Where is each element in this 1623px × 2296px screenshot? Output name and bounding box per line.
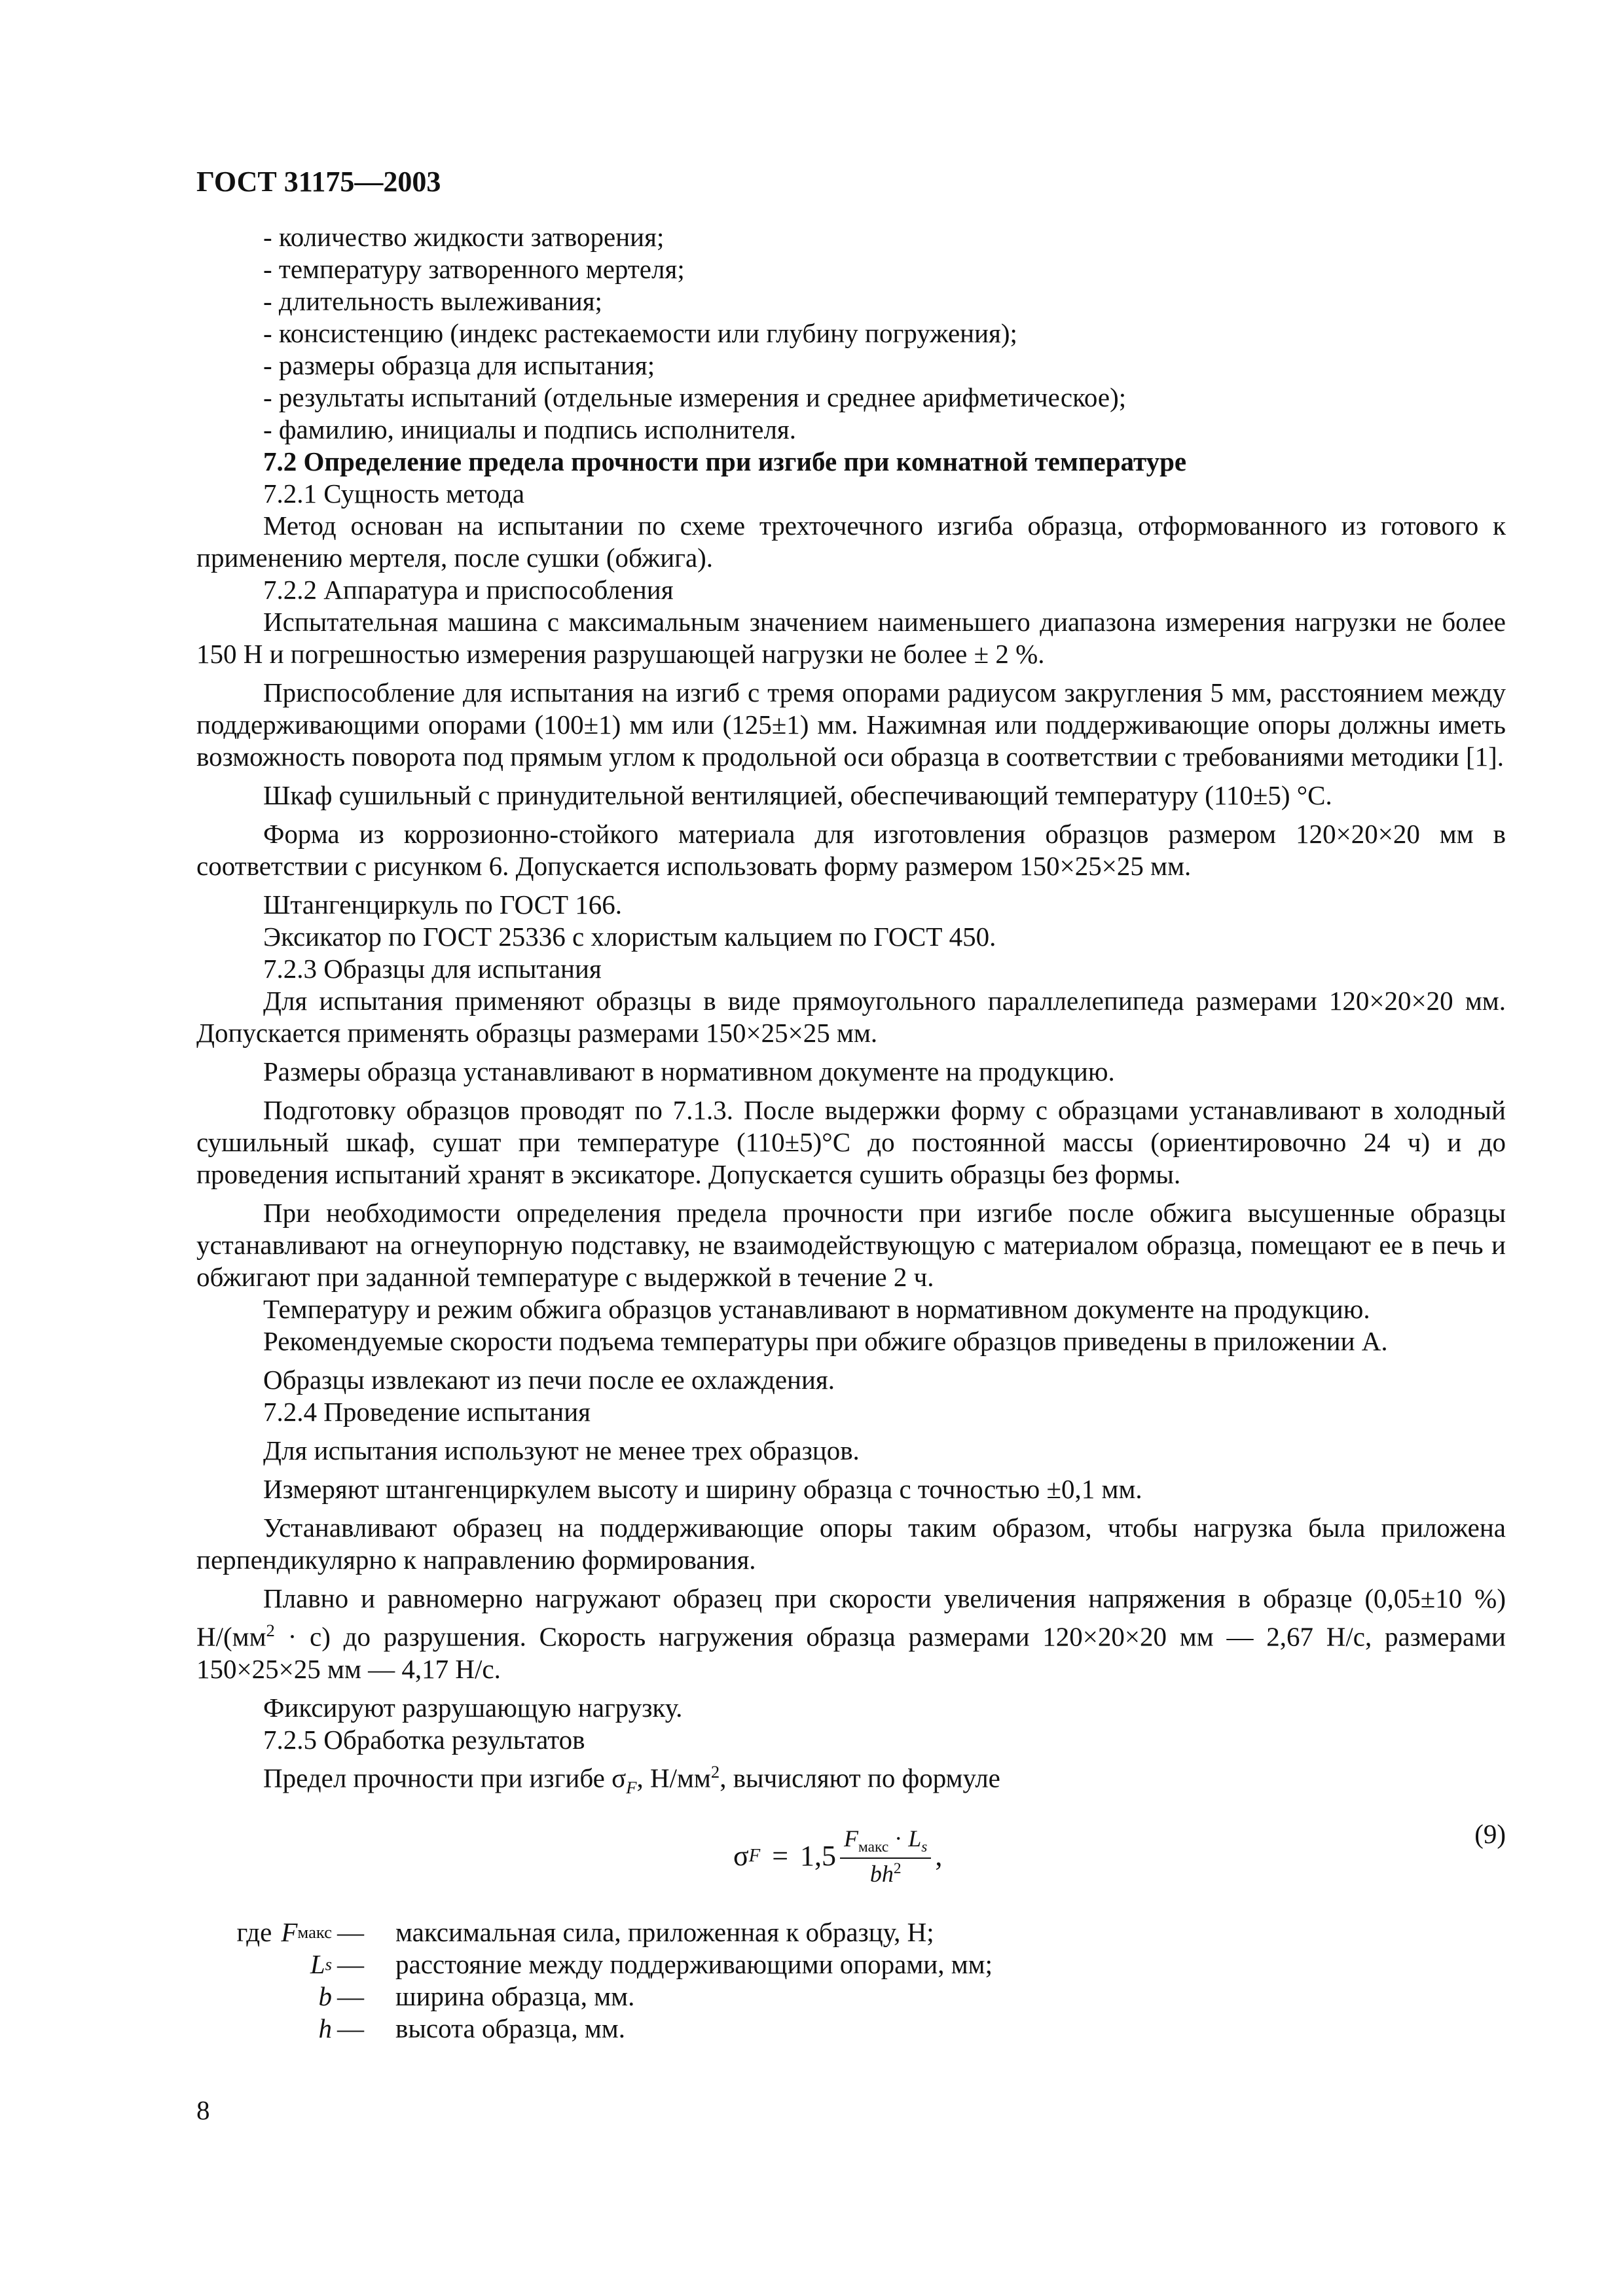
paragraph: Измеряют штангенциркулем высоту и ширину образца с точностью ±0,1 мм. (263, 1474, 1142, 1504)
formula-fraction (840, 1825, 931, 1888)
paragraph: Размеры образца устанавливают в нормативном документе на продукцию. (263, 1056, 1115, 1086)
list-item: - температуру затворенного мертеля; (263, 254, 685, 284)
paragraph: Эксикатор по ГОСТ 25336 с хлористым кальцием по ГОСТ 450. (263, 922, 996, 952)
formula-coefficient: 1,5 (800, 1840, 837, 1873)
subsection-title: 7.2.3 Образцы для испытания (263, 954, 602, 984)
formula-lhs: σ (733, 1840, 749, 1873)
definition-dash: — (337, 1948, 364, 1979)
paragraph: Метод основан на испытании по схеме трехточечного изгиба образца, отформованного из готового к применению мертеля, после сушки (обжига). (196, 511, 1506, 573)
definition-symbol: h (318, 2013, 332, 2043)
definition-text: максимальная сила, приложенная к образцу, Н; (395, 1916, 934, 1947)
definition-dash: — (337, 1981, 364, 2011)
subsection-title: 7.2.1 Сущность метода (263, 478, 525, 509)
denominator-sup: 2 (893, 1859, 902, 1877)
list-item: - консистенцию (индекс растекаемости или глубину погружения); (263, 318, 1017, 348)
list-item: - фамилию, инициалы и подпись исполнителя. (263, 414, 797, 444)
text-run: Плавно и равномерно нагружают образец при скорости увеличения напряжения в образце (0,05±10 %) Н/(мм (196, 1583, 1506, 1652)
paragraph: Для испытания применяют образцы в виде прямоугольного параллелепипеда размерами 120×20×20 мм. Допускается применять образцы размерами 150×25×25 мм. (196, 986, 1506, 1048)
paragraph: Для испытания используют не менее трех образцов. (263, 1435, 860, 1465)
paragraph: Фиксируют разрушающую нагрузку. (263, 1692, 683, 1723)
text-run: Предел прочности при изгибе σ (263, 1763, 627, 1793)
paragraph: Штангенциркуль по ГОСТ 166. (263, 889, 623, 920)
definition-symbol-sub: s (325, 1954, 332, 1974)
denominator-text: bh (869, 1860, 894, 1887)
formula-equals: = (772, 1840, 789, 1873)
superscript: 2 (710, 1761, 720, 1782)
paragraph: Образцы извлекают из печи после ее охлаждения. (263, 1365, 835, 1395)
subsection-title: 7.2.2 Аппаратура и приспособления (263, 575, 674, 605)
list-item: - размеры образца для испытания; (263, 350, 655, 380)
document-header: ГОСТ 31175—2003 (196, 166, 441, 198)
definition-text: расстояние между поддерживающими опорами, мм; (395, 1948, 993, 1979)
paragraph: Испытательная машина с максимальным значением наименьшего диапазона измерения нагрузки не более 150 Н и погрешностью измерения разрушающей нагрузки не более ± 2 %. (196, 607, 1506, 669)
list-item: - результаты испытаний (отдельные измерения и среднее арифметическое); (263, 382, 1127, 412)
definition-dash: — (337, 2013, 364, 2043)
page-number: 8 (196, 2095, 210, 2125)
superscript: 2 (266, 1621, 275, 1640)
definition-text: высота образца, мм. (395, 2013, 625, 2043)
numerator-f: F (844, 1825, 859, 1852)
list-item: - длительность вылеживания; (263, 286, 602, 316)
requirements-list (196, 221, 1506, 446)
definition-row (196, 1916, 1506, 1948)
definition-symbol: L (310, 1948, 325, 1979)
definition-row (196, 2013, 1506, 2045)
numerator-dot: · (888, 1825, 909, 1852)
paragraph: Температуру и режим обжига образцов устанавливают в нормативном документе на продукцию. (263, 1294, 1370, 1324)
definition-dash: — (337, 1916, 364, 1947)
definition-symbol: F (281, 1916, 298, 1947)
numerator-l-sub: s (921, 1838, 928, 1856)
paragraph: При необходимости определения предела прочности при изгибе после обжига высушенные образцы устанавливают на огнеупорную подставку, не взаимодействующую с материалом образца, помещают ее в печь и обжигают при заданной температуре с выдержкой в течение 2 ч. (196, 1198, 1506, 1292)
text-run: , вычисляют по формуле (720, 1763, 1000, 1793)
paragraph: Форма из коррозионно-стойкого материала для изготовления образцов размером 120×20×20 мм в соответствии с рисунком 6. Допускается использовать форму размером 150×25×25 мм. (196, 819, 1506, 881)
where-label: где (236, 1916, 272, 1947)
equation-number: (9) (1474, 1818, 1506, 1849)
formula (733, 1825, 942, 1888)
subsection-title: 7.2.5 Обработка результатов (263, 1724, 585, 1755)
subsection-title: 7.2.4 Проведение испытания (263, 1397, 591, 1427)
formula-tail: , (935, 1840, 943, 1873)
paragraph: Подготовку образцов проводят по 7.1.3. После выдержки форму с образцами устанавливают в холодный сушильный шкаф, сушат при температуре (110±5)°С до постоянной массы (ориентировочно 24 ч) и до проведения испытаний хранят в эксикаторе. Допускается сушить образцы без формы. (196, 1095, 1506, 1189)
text-run: , Н/мм (636, 1763, 711, 1793)
paragraph: Устанавливают образец на поддерживающие опоры таким образом, чтобы нагрузка была приложена перпендикулярно к направлению формирования. (196, 1513, 1506, 1575)
definition-symbol: b (318, 1981, 332, 2011)
paragraph: Шкаф сушильный с принудительной вентиляцией, обеспечивающий температуру (110±5) °С. (263, 780, 1332, 810)
definition-symbol-sub: макс (297, 1922, 332, 1942)
numerator-f-sub: макс (858, 1838, 889, 1856)
formula-block (196, 1818, 1506, 1903)
definition-text: ширина образца, мм. (395, 1981, 635, 2011)
list-item: - количество жидкости затворения; (263, 222, 665, 252)
paragraph: Приспособление для испытания на изгиб с тремя опорами радиусом закругления 5 мм, расстоянием между поддерживающими опорами (100±1) мм или (125±1) мм. Нажимная или поддерживающие опоры должны иметь возможность поворота под прямым углом к продольной оси образца в соответствии с требованиями методики [1]. (196, 677, 1506, 772)
text-run: · с) до разрушения. Скорость нагружения образца размерами 120×20×20 мм — 2,67 Н/с, размерами 150×25×25 мм — 4,17 Н/с. (196, 1621, 1506, 1684)
paragraph (196, 1583, 1506, 1685)
numerator-l: L (908, 1825, 922, 1852)
section-title: 7.2 Определение предела прочности при изгибе при комнатной температуре (263, 446, 1187, 476)
definition-row (196, 1981, 1506, 2013)
subscript: F (626, 1777, 637, 1797)
paragraph (196, 1756, 1506, 1804)
paragraph: Рекомендуемые скорости подъема температуры при обжиге образцов приведены в приложении А. (263, 1326, 1388, 1356)
formula-numerator (840, 1825, 931, 1859)
document-page (196, 162, 1506, 2045)
formula-lhs-sub: F (748, 1845, 761, 1866)
formula-denominator (870, 1859, 902, 1888)
definitions-list (196, 1916, 1506, 2045)
definition-row (196, 1948, 1506, 1981)
